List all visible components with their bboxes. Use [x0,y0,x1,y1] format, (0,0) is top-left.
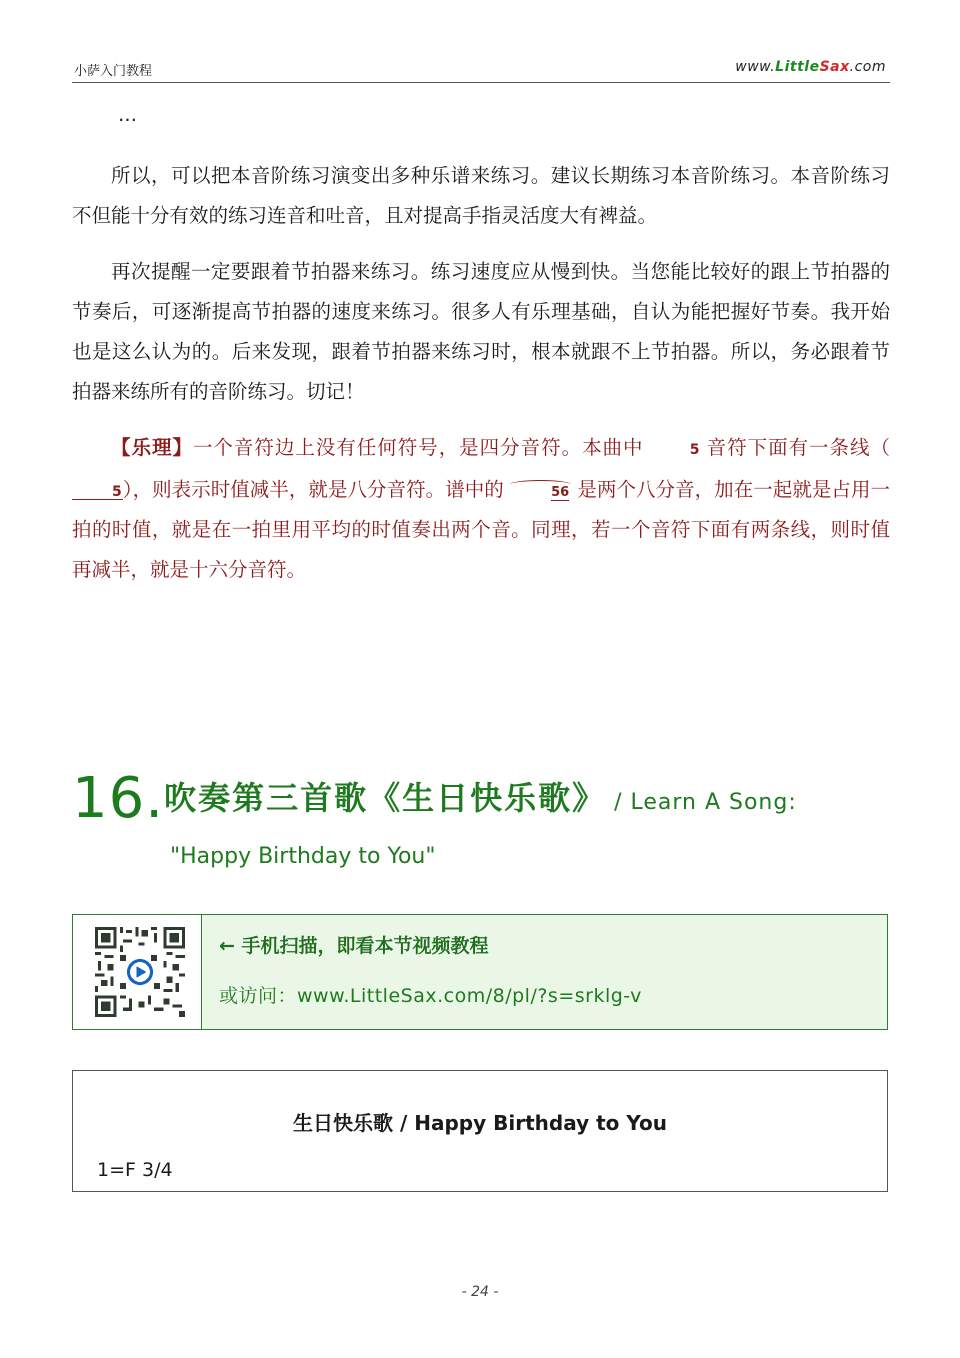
eighth-note-pair-icon: 56 [510,486,571,500]
section-number: 16. [72,766,165,831]
theory-text: 一个音符边上没有任何符号，是四分音符。本曲中 [192,436,644,459]
song-score-box [72,1070,888,1192]
song-key-signature: 1=F 3/4 [97,1159,173,1181]
website-sax: Sax [819,59,850,75]
video-link-box [72,914,888,1030]
song-title: 生日快乐歌 / Happy Birthday to You [293,1111,667,1135]
website-suffix: .com [849,59,886,75]
qr-code-icon[interactable] [95,927,185,1017]
paragraph: 再次提醒一定要跟着节拍器来练习。练习速度应从慢到快。当您能比较好的跟上节拍器的节奏后，可逐渐提高节拍器的速度来练习。很多人有乐理基础，自认为能把握好节奏。我开始也是这么认为的。后来发现，跟着节拍器来练习时，根本就跟不上节拍器。所以，务必跟着节拍器来练所有的音阶练习。切记！ [72,260,890,403]
qr-cell [73,915,202,1029]
section-title-en: / Learn A Song: [606,790,797,815]
eighth-note-icon: 5 [72,485,123,500]
header-title: 小萨入门教程 [74,64,153,79]
paragraph-2-block [72,252,890,412]
music-theory-tag: 【乐理】 [111,436,193,459]
music-theory-block [72,428,890,590]
section-title-zh: 吹奏第三首歌《生日快乐歌》 [164,779,607,817]
section-title-en-line2: "Happy Birthday to You" [170,844,436,869]
visit-url-link[interactable]: 或访问：www.LittleSax.com/8/pl/?s=srklg-v [219,985,642,1007]
ellipsis: … [118,104,138,126]
page-number: - 24 - [461,1284,499,1300]
website-little: Little [775,59,820,75]
quarter-note-icon: 5 [689,442,700,458]
website-prefix: www. [735,59,776,75]
theory-text: ），则表示时值减半，就是八分音符。谱中的 [122,478,504,501]
scan-instruction: ← 手机扫描，即看本节视频教程 [219,935,489,957]
music-theory-paragraph [72,428,890,590]
header-website[interactable] [735,59,886,75]
theory-text: 是两个八分音，加在一起就是占用一拍的时值，就是在一拍里用平均的时值奏出两个音。同理，若一个音符下面有两条线，则时值再减半，就是十六分音符。 [72,478,890,581]
theory-text: 音符下面有一条线（ [706,436,890,459]
paragraph: 所以，可以把本音阶练习演变出多种乐谱来练习。建议长期练习本音阶练习。本音阶练习不但能十分有效的练习连音和吐音，且对提高手指灵活度大有裨益。 [72,164,890,227]
page-header [72,56,890,83]
section-heading [72,766,890,869]
paragraph-1-block [72,156,890,236]
